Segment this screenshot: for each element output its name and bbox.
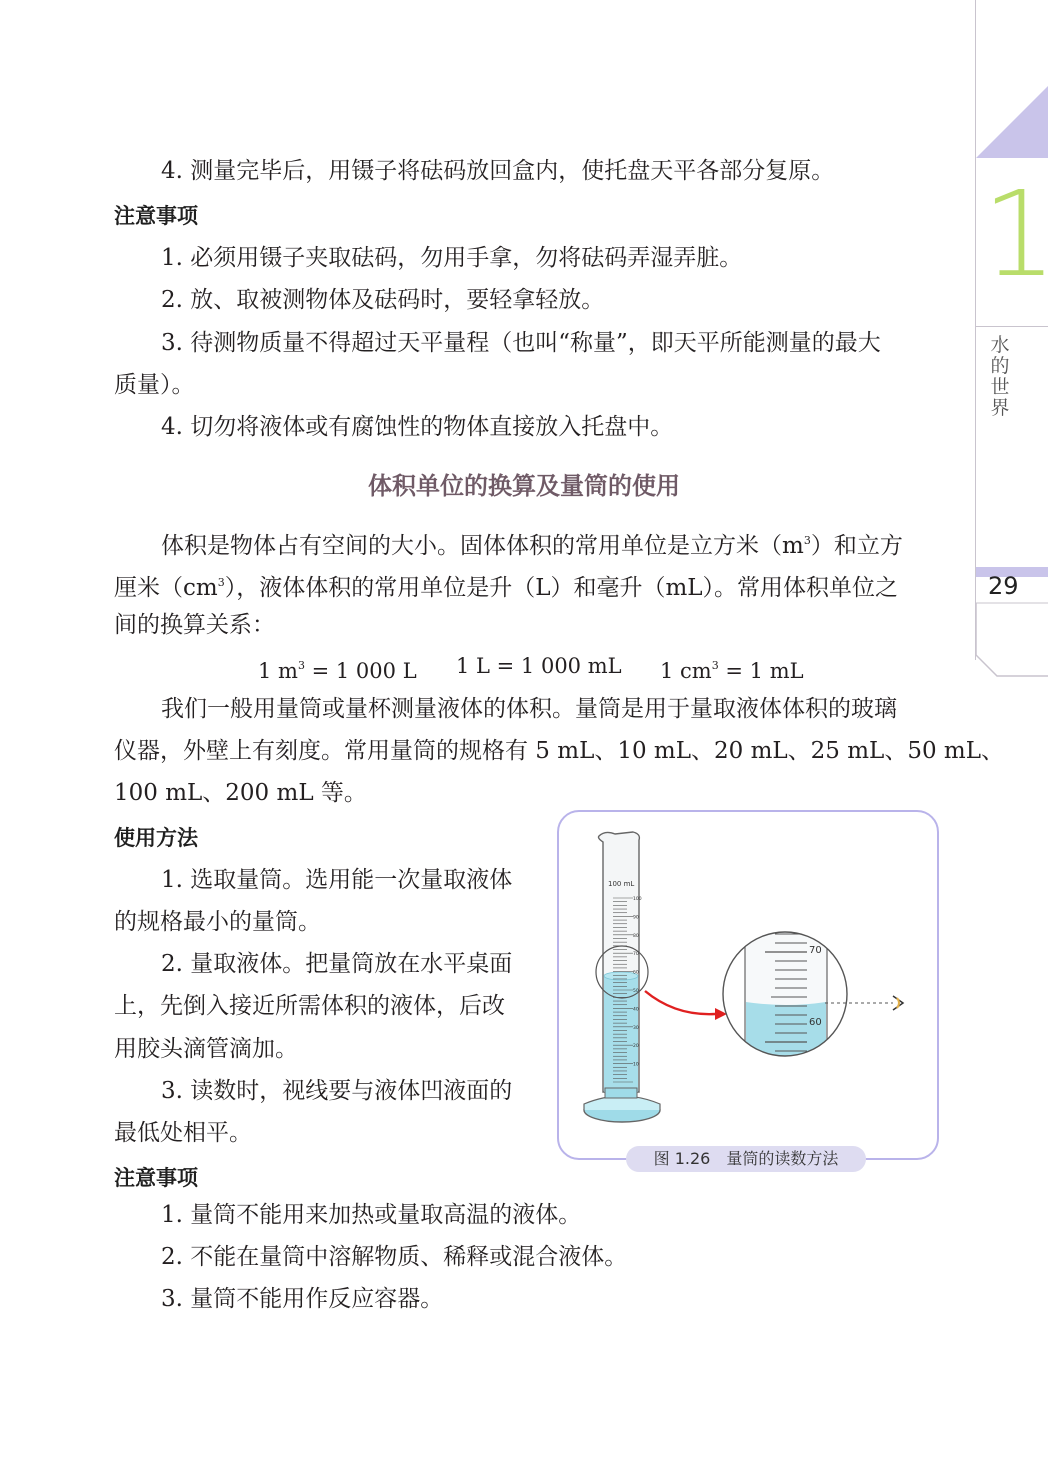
para2-line: 仪器，外壁上有刻度。常用量筒的规格有 5 mL、10 mL、20 mL、25 mL、50 mL、 xyxy=(114,738,1004,764)
cylinder-tick-label: 30 xyxy=(633,1025,639,1031)
usage-line: 2. 量取液体。把量筒放在水平桌面 xyxy=(161,951,513,977)
para2-line: 100 mL、200 mL 等。 xyxy=(114,780,367,806)
note-item: 3. 量筒不能用作反应容器。 xyxy=(161,1286,444,1312)
note-item: 4. 切勿将液体或有腐蚀性的物体直接放入托盘中。 xyxy=(161,414,674,440)
cylinder-tick-label: 80 xyxy=(633,933,639,939)
note-item: 2. 放、取被测物体及砝码时，要轻拿轻放。 xyxy=(161,287,605,313)
cylinder-tick-label: 40 xyxy=(633,1007,639,1013)
intro-line-1: 体积是物体占有空间的大小。固体体积的常用单位是立方米$(m^3)$和立方 xyxy=(161,533,903,559)
usage-line: 的规格最小的量筒。 xyxy=(114,909,321,935)
cylinder-tick-label: 70 xyxy=(633,952,639,958)
cylinder-tick-label: 90 xyxy=(633,915,639,921)
eye-icon xyxy=(893,996,903,1010)
formula-m3-to-L: 1 $m^3 = 1$ 000 L xyxy=(258,659,417,683)
note-item: 3. 待测物质量不得超过天平量程（也叫“称量”，即天平所能测量的最大 xyxy=(161,330,881,356)
figure-caption: 图 1.26 量筒的读数方法 xyxy=(626,1146,866,1172)
red-arrow xyxy=(645,991,715,1014)
section-title: 体积单位的换算及量筒的使用 xyxy=(368,472,680,500)
note-item: 2. 不能在量筒中溶解物质、稀释或混合液体。 xyxy=(161,1244,628,1270)
intro-line-3: 间的换算关系： xyxy=(114,612,275,638)
zoom-label-70: 70 xyxy=(809,945,822,956)
notes-heading-2: 注意事项 xyxy=(114,1166,198,1190)
graduated-cylinder-illustration xyxy=(575,826,920,1131)
margin-tab-outline xyxy=(975,603,1048,678)
chapter-title: 水的世界 xyxy=(990,334,1010,419)
cylinder-tick-label: 10 xyxy=(633,1062,639,1068)
cylinder-tick-label: 100 xyxy=(633,897,642,902)
notes-heading-1: 注意事项 xyxy=(114,204,198,228)
usage-line: 1. 选取量筒。选用能一次量取液体 xyxy=(161,867,513,893)
usage-line: 上，先倒入接近所需体积的液体，后改 xyxy=(114,993,505,1019)
note-item: 1. 必须用镊子夹取砝码，勿用手拿，勿将砝码弄湿弄脏。 xyxy=(161,245,743,271)
usage-line: 3. 读数时，视线要与液体凹液面的 xyxy=(161,1078,513,1104)
cylinder-volume-label: 100 mL xyxy=(608,880,635,888)
cylinder-tick-label: 60 xyxy=(633,970,639,976)
chapter-number: 1 xyxy=(982,165,1057,303)
zoom-label-60: 60 xyxy=(809,1017,822,1028)
formula-L-to-mL: 1 L = 1 000 mL xyxy=(456,654,622,678)
margin-rule xyxy=(976,326,1048,327)
cylinder-tick-label: 50 xyxy=(633,989,639,994)
formula-cm3-to-mL: 1 $cm^3 = 1$ mL xyxy=(660,659,804,683)
usage-line: 最低处相平。 xyxy=(114,1120,252,1146)
note-item-continuation: 质量）。 xyxy=(114,372,195,398)
page-number: 29 xyxy=(988,572,1019,600)
cylinder-tick-label: 20 xyxy=(633,1044,639,1050)
para2-line: 我们一般用量筒或量杯测量液体的体积。量筒是用于量取液体体积的玻璃 xyxy=(161,696,897,722)
usage-heading: 使用方法 xyxy=(114,826,198,850)
usage-line: 用胶头滴管滴加。 xyxy=(114,1036,298,1062)
intro-line-2: 厘米$(cm^3)$，液体体积的常用单位是升（L）和毫升（mL）。常用体积单位之 xyxy=(114,575,899,601)
corner-triangle xyxy=(976,86,1048,160)
note-item: 1. 量筒不能用来加热或量取高温的液体。 xyxy=(161,1202,582,1228)
step-4-text: 4. 测量完毕后，用镊子将砝码放回盒内，使托盘天平各部分复原。 xyxy=(161,158,835,184)
